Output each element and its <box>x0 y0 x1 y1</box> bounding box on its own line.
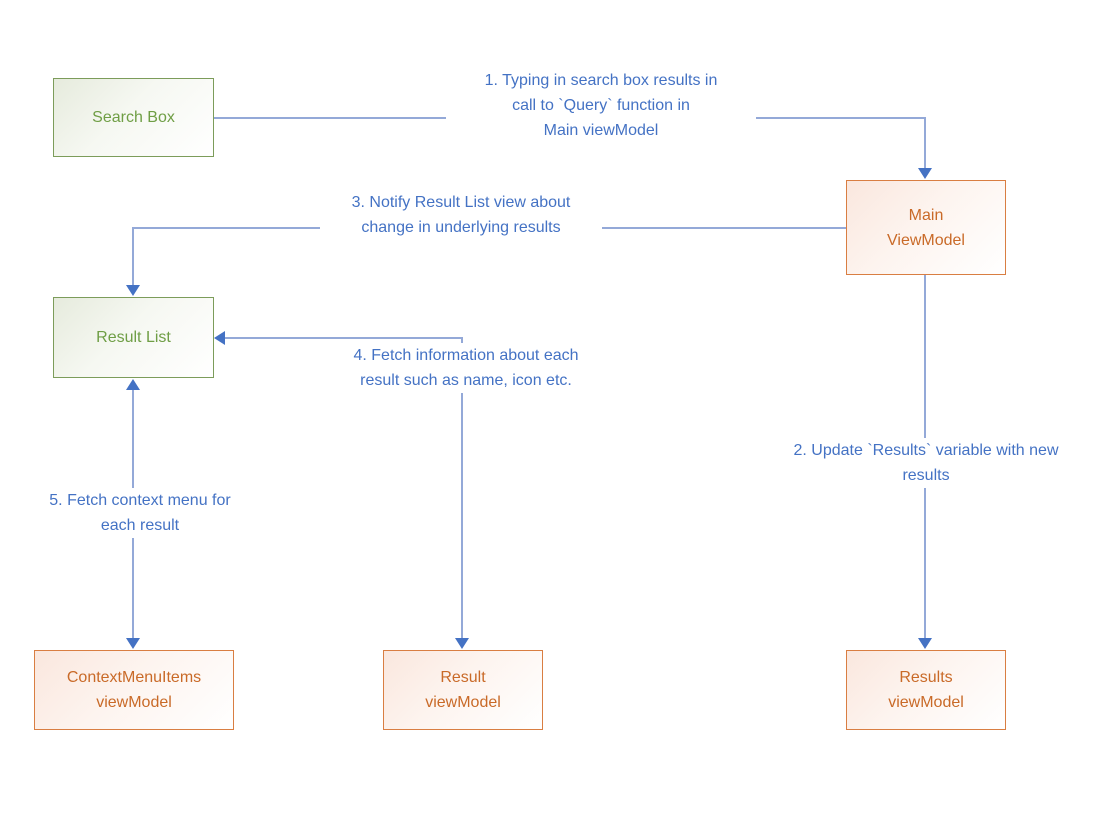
annotation-1 <box>446 68 756 143</box>
node-results-viewmodel <box>846 650 1006 730</box>
arrowhead-up-into-result-list-icon <box>126 379 140 390</box>
node-contextmenuitems-label-line-1: ContextMenuItems <box>66 669 202 686</box>
annotation-3 <box>320 190 602 240</box>
connector-3-vertical-line <box>132 227 134 286</box>
annotation-2 <box>760 438 1092 488</box>
connector-1-vertical-line <box>924 117 926 169</box>
arrowhead-down-into-main-viewmodel-icon <box>918 168 932 179</box>
arrowhead-down-into-contextmenuitems-icon <box>126 638 140 649</box>
annotation-4-line-1: 4. Fetch information about each <box>353 347 579 364</box>
arrowhead-down-into-result-viewmodel-icon <box>455 638 469 649</box>
node-result-viewmodel-label-line-2: viewModel <box>425 694 501 711</box>
annotation-4 <box>324 343 608 393</box>
annotation-5-line-2: each result <box>100 517 180 534</box>
node-contextmenuitems-label-line-2: viewModel <box>96 694 172 711</box>
node-main-viewmodel <box>846 180 1006 275</box>
annotation-5-line-1: 5. Fetch context menu for <box>49 492 231 509</box>
node-search-box-label: Search Box <box>92 109 175 126</box>
annotation-5 <box>20 488 260 538</box>
arrowhead-down-into-results-viewmodel-icon <box>918 638 932 649</box>
annotation-3-line-2: change in underlying results <box>361 219 561 236</box>
node-result-list <box>53 297 214 378</box>
node-main-viewmodel-label-line-1: Main <box>908 206 944 224</box>
arrowhead-left-into-result-list-icon <box>214 331 225 345</box>
annotation-3-line-1: 3. Notify Result List view about <box>351 194 571 211</box>
annotation-1-line-2: call to `Query` function in <box>512 97 690 114</box>
node-search-box <box>53 78 214 157</box>
node-results-viewmodel-label-line-2: viewModel <box>888 694 964 711</box>
node-result-viewmodel <box>383 650 543 730</box>
node-result-list-label: Result List <box>96 329 171 346</box>
node-contextmenuitems-viewmodel <box>34 650 234 730</box>
node-main-viewmodel-label-line-2: ViewModel <box>887 231 965 249</box>
annotation-2-line-2: results <box>902 467 950 484</box>
connector-4-horizontal-line <box>225 337 463 339</box>
arrowhead-down-into-result-list-icon <box>126 285 140 296</box>
annotation-2-line-1: 2. Update `Results` variable with new <box>793 442 1059 459</box>
annotation-4-line-2: result such as name, icon etc. <box>360 372 572 389</box>
annotation-1-line-1: 1. Typing in search box results in <box>484 72 718 89</box>
node-result-viewmodel-label-line-1: Result <box>440 669 486 686</box>
node-results-viewmodel-label-line-1: Results <box>899 669 953 686</box>
annotation-1-line-3: Main viewModel <box>543 122 659 139</box>
